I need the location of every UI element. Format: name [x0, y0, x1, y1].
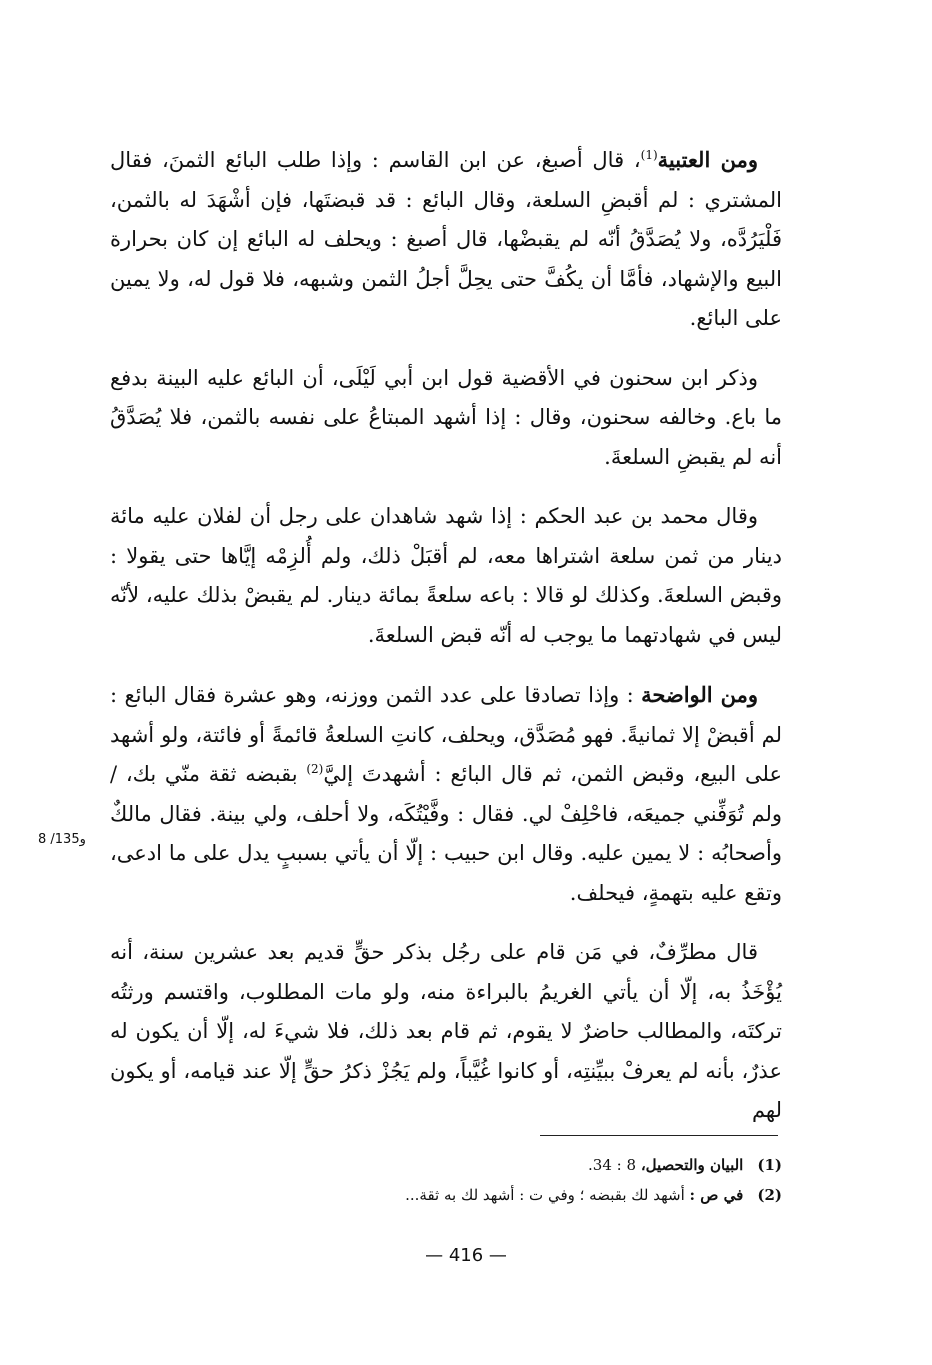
paragraph-text: وذكر ابن سحنون في الأقضية قول ابن أبي لَيْلَى، أن البائع عليه البينة بدفع ما باع. وخالفه سحنون، وقال : إذا أشهد المبتاعُ على نفسه بالثمن، فلا يُصَدَّقُ أنه لم يقبضِ السلعةَ.: [110, 365, 782, 469]
footnote-label: في ص :: [689, 1186, 744, 1204]
paragraph-text: ، قال أصبغ، عن ابن القاسم : وإذا طلب البائع الثمنَ، فقال المشتري : لم أقبضِ السلعة، وقال البائع : قد قبضتَها، فإن أشْهَدَ له بالثمن، فَلْيَرُدَّه، ولا يُصَدَّقُ أنّه لم يقبضْها، قال أصبغ : ويحلف له البائع إن كان بحرارة البيع والإشهاد، فأمَّا أن يكُفَّ حتى يحِلَّ أجلُ الثمن وشبهه، فلا قول له، ولا يمين على البائع.: [110, 148, 782, 330]
source-lead: ومن الواضحة: [641, 682, 759, 707]
paragraph-1: [110, 140, 782, 339]
footnote-content: [405, 1180, 743, 1210]
manuscript-folio-note: 8 /135و: [38, 832, 86, 847]
paragraph-4: [110, 675, 782, 913]
footnote-label: البيان والتحصيل،: [640, 1156, 744, 1174]
paragraph-5: [110, 933, 782, 1131]
footnote-1: [110, 1150, 782, 1180]
paragraph-text: وقال محمد بن عبد الحكم : إذا شهد شاهدان على رجل أن لفلان عليه مائة دينار من ثمن سلعة اشتراها معه، لم أقبَلْ ذلك، ولم أُلزِمْه إيَّاها حتى يقولا : وقبض السلعةَ. وكذلك لو قالا : باعه سلعةً بمائة دينار. لم يقبضْ بذلك عليه، لأنّه ليس في شهادتهما ما يوجب له أنّه قبض السلعةَ.: [110, 504, 782, 647]
footnote-content: [588, 1150, 743, 1180]
footnote-divider: [540, 1135, 778, 1136]
footnote-text: أشهد لك بقبضه ؛ وفي ت : أشهد لك به ثقة...: [405, 1186, 690, 1204]
paragraph-3: [110, 497, 782, 655]
page-number: — 416 —: [425, 1245, 507, 1266]
source-lead: ومن العتبية: [657, 147, 759, 172]
paragraph-text: قال مطرِّفٌ، في مَن قام على رجُل بذكر حقٍّ قديم بعد عشرين سنة، أنه يُؤْخَذُ به، إلّا أن يأتي الغريمُ بالبراءة منه، ولو مات المطلوب، واقتسم ورثتُه تركتَه، والمطالب حاضرٌ لا يقوم، ثم قام بعد ذلك، فلا شيءَ له، إلّا أن يكون له عذرٌ، بأنه لم يعرفْ ببيِّنتِه، أو كانوا غُيَّباً، ولم يَجُزْ ذكرُ حقٍّ إلّا عند قيامه، أو يكون لهم: [110, 940, 782, 1122]
footnote-number: (1): [757, 1156, 782, 1174]
footnote-ref[interactable]: (1): [640, 148, 658, 162]
page-body: [110, 140, 782, 1151]
paragraph-text-continued: بقبضه ثقة منّي بك، / ولم تُوَفِّني جميعَه، فاحْلِفْ لي. فقال : وفَّيْتُكَه، ولا أحلف، ولي بينة. فقال مالكٌ وأصحابُه : لا يمين عليه. وقال ابن حبيب : إلّا أن يأتي بسببٍ يدل على ما ادعى، وتقع عليه بتهمةٍ، فيحلف.: [110, 762, 782, 905]
paragraph-text: : وإذا تصادقا على عدد الثمن ووزنه، وهو عشرة فقال البائع : لم أقبضْ إلا ثمانيةً. فهو مُصَدَّق، ويحلف، كانتِ السلعةُ قائمةً أو فائتة، ولو أشهد على البيع، وقبض الثمن، ثم قال البائع : أشهدتَ إليَّ: [110, 683, 782, 786]
paragraph-2: [110, 359, 782, 478]
footnote-text: 8 : 34.: [588, 1156, 641, 1174]
footnotes: [110, 1150, 782, 1210]
footnote-ref[interactable]: (2): [306, 762, 324, 776]
footnote-number: (2): [757, 1186, 782, 1204]
footnote-2: [110, 1180, 782, 1210]
